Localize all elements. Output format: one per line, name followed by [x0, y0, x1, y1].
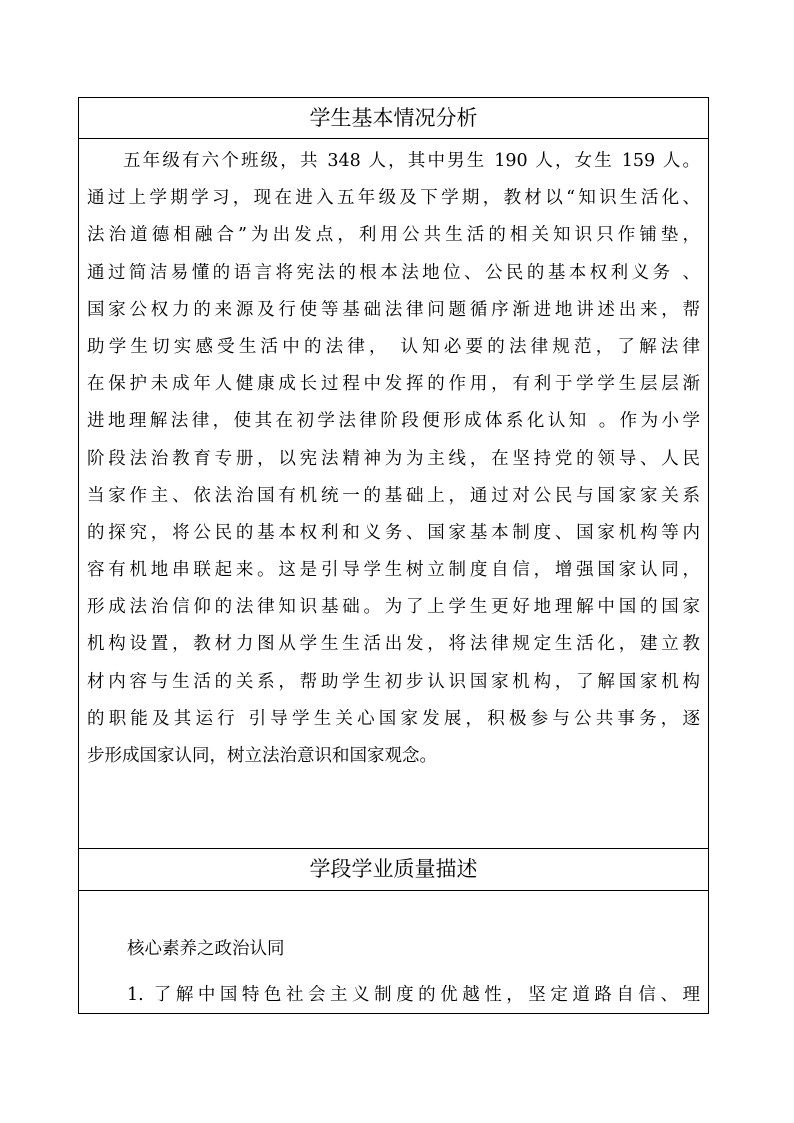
paragraph-line: 形成法治信仰的法律知识基础。为了上学生更好地理解中国的国家: [87, 597, 700, 618]
paragraph-line: 通过简洁易懂的语言将宪法的根本法地位、公民的基本权利义务 、: [87, 262, 700, 283]
paragraph-line: 法治道德相融合”为出发点，利用公共生活的相关知识只作铺垫，: [87, 225, 700, 246]
paragraph-line: 阶段法治教育专册，以宪法精神为为主线，在坚持党的领导、人民: [87, 448, 700, 469]
row-divider: [79, 138, 708, 139]
quality-item-1: 1. 了解中国特色社会主义制度的优越性，坚定道路自信、理: [127, 985, 700, 1005]
section-heading-quality-description: 学段学业质量描述: [309, 857, 478, 881]
paragraph-line: 容有机地串联起来。这是引导学生树立制度自信，增强国家认同，: [87, 560, 700, 581]
paragraph-line: 五年级有六个班级，共 348 人，其中男生 190 人，女生 159 人。: [123, 151, 700, 171]
analysis-table: [78, 97, 709, 1014]
paragraph-line: 的探究，将公民的基本权利和义务、国家基本制度、国家机构等内: [87, 522, 700, 543]
paragraph-line: 进地理解法律，使其在初学法律阶段便形成体系化认知 。作为小学: [87, 411, 700, 432]
paragraph-line: 通过上学期学习，现在进入五年级及下学期，教材以“知识生活化、: [87, 188, 700, 209]
student-analysis-paragraph: [87, 143, 700, 775]
paragraph-line: 当家作主、依法治国有机统一的基础上，通过对公民与国家家关系: [87, 485, 700, 506]
paragraph-line: 材内容与生活的关系，帮助学生初步认识国家机构，了解国家机构: [87, 671, 700, 692]
core-literacy-title: 核心素养之政治认同: [127, 939, 285, 959]
paragraph-line: 助学生切实感受生活中的法律， 认知必要的法律规范，了解法律: [87, 336, 700, 357]
paragraph-line: 步形成国家认同，树立法治意识和国家观念。: [87, 746, 437, 766]
row-divider: [79, 890, 708, 891]
paragraph-line: 的职能及其运行 引导学生关心国家发展，积极参与公共事务，逐: [87, 708, 700, 729]
paragraph-line: 机构设置，教材力图从学生生活出发，将法律规定生活化，建立教: [87, 634, 700, 655]
section-heading-student-analysis: 学生基本情况分析: [309, 106, 478, 130]
paragraph-line: 国家公权力的来源及行使等基础法律问题循序渐进地讲述出来，帮: [87, 299, 700, 320]
paragraph-line: 在保护未成年人健康成长过程中发挥的作用，有利于学学生层层渐: [87, 374, 700, 395]
